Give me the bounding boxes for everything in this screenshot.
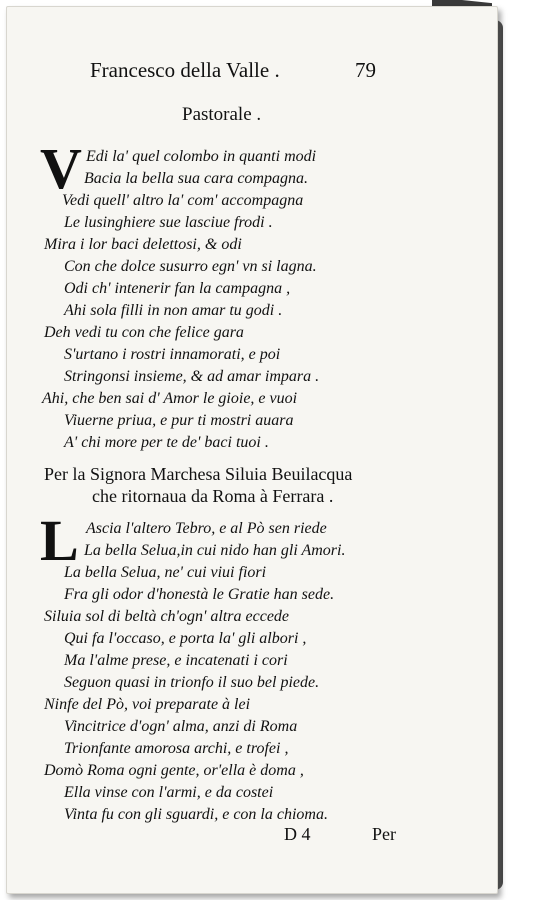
poem1-line: Con che dolce susurro egn' vn si lagna. (64, 258, 317, 275)
poem2-line: La bella Selua,in cui nido han gli Amori. (84, 542, 346, 559)
poem2-line: Seguon quasi in trionfo il suo bel piede. (64, 674, 320, 691)
poem1-line: Bacia la bella sua cara compagna. (84, 170, 308, 187)
poem1-line: Stringonsi insieme, & ad amar impara . (64, 368, 320, 385)
poem2-line: Domò Roma ogni gente, or'ella è doma , (44, 762, 304, 779)
poem1-line: Viuerne priua, e pur ti mostri auara (64, 412, 294, 429)
poem1-line: S'urtano i rostri innamorati, e poi (64, 346, 281, 363)
signature-mark: D 4 (284, 824, 311, 844)
poem1-line: Odi ch' intenerir fan la campagna , (64, 280, 291, 297)
poem2-line: Vinta fu con gli sguardi, e con la chioma. (64, 806, 328, 823)
running-title: Francesco della Valle . (90, 58, 280, 82)
poem2-line: Vincitrice d'ogn' alma, anzi di Roma (64, 718, 298, 735)
poem2-line: Ascia l'altero Tebro, e al Pò sen riede (86, 520, 327, 537)
poem2-line: Ninfe del Pò, voi preparate à lei (44, 696, 251, 713)
poem2-line: Ella vinse con l'armi, e da costei (64, 784, 274, 801)
poem2-heading-line2: che ritornaua da Roma à Ferrara . (92, 486, 334, 506)
poem2-line: Fra gli odor d'honestà le Gratie han sede. (64, 586, 335, 603)
poem2-line: Qui fa l'occaso, e porta la' gli albori , (64, 630, 307, 647)
poem2-line: Siluia sol di beltà ch'ogn' altra eccede (44, 608, 290, 625)
poem1-title: Pastorale . (182, 104, 262, 125)
catchword: Per (372, 824, 396, 844)
poem1-line: Ahi sola filli in non amar tu godi . (64, 302, 283, 319)
poem1-line: Vedi quell' altro la' com' accompagna (62, 192, 304, 209)
poem1-line: Le lusinghiere sue lasciue frodi . (64, 214, 273, 231)
poem1-line: Deh vedi tu con che felice gara (44, 324, 244, 341)
poem1-line: Ahi, che ben sai d' Amor le gioie, e vuoi (42, 390, 298, 407)
poem2-heading-line1: Per la Signora Marchesa Siluia Beuilacqua (44, 464, 353, 484)
poem2-line: Ma l'alme prese, e incatenati i cori (64, 652, 288, 669)
poem1-line: Mira i lor baci delettosi, & odi (44, 236, 242, 253)
poem2-dropcap: L (40, 508, 79, 573)
poem1-dropcap: V (40, 136, 82, 201)
poem2-line: Trionfante amorosa archi, e trofei , (64, 740, 289, 757)
running-header (90, 58, 420, 83)
poem1-line: Edi la' quel colombo in quanti modi (86, 148, 317, 165)
page-number: 79 (355, 58, 376, 82)
poem2-line: La bella Selua, ne' cui viui fiori (64, 564, 267, 581)
poem1-line: A' chi more per te de' baci tuoi . (64, 434, 269, 451)
